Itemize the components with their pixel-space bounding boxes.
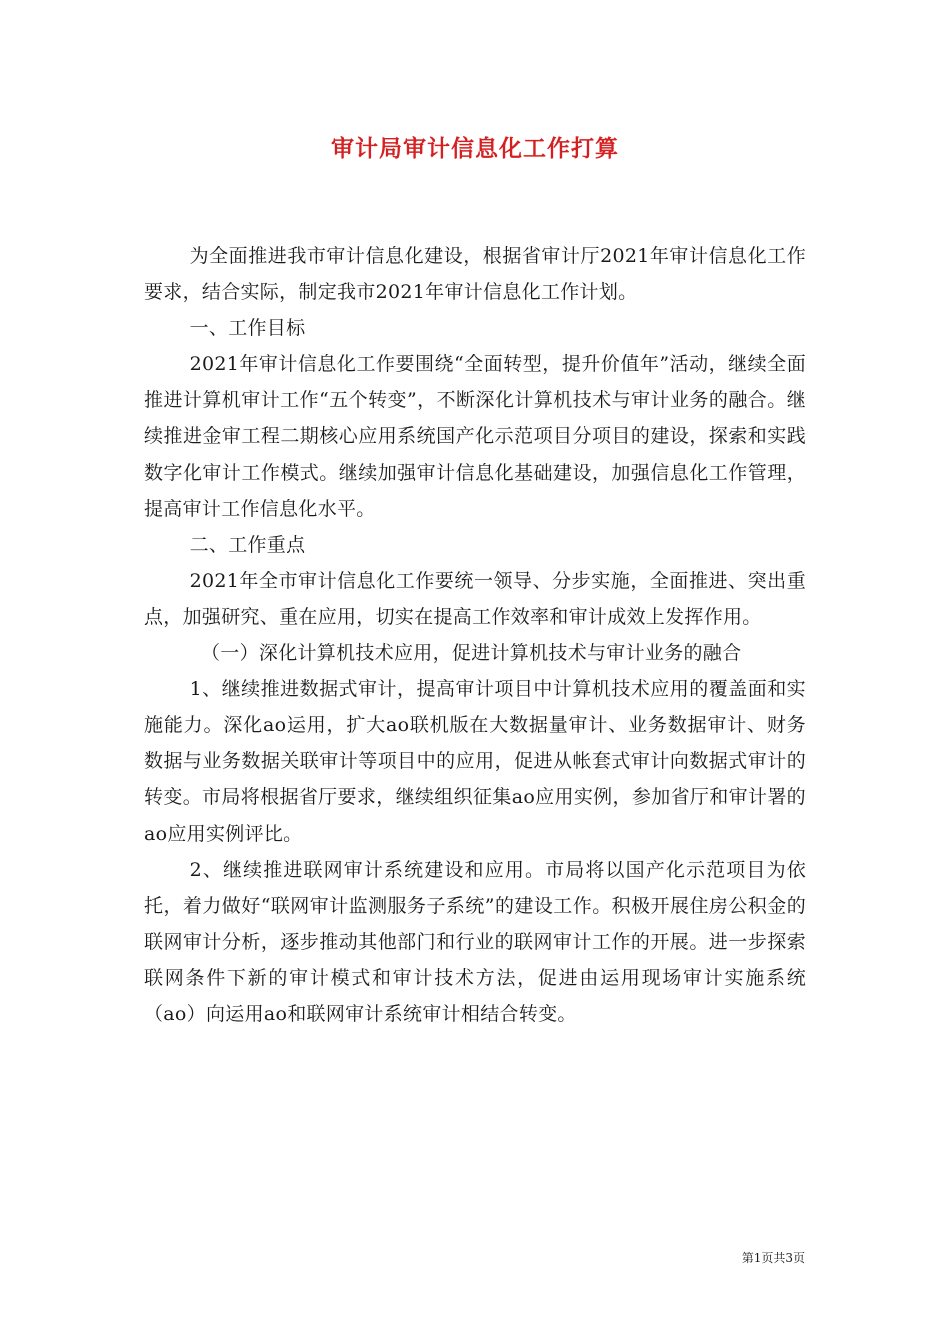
subsection-heading-1: （一）深化计算机技术应用，促进计算机技术与审计业务的融合 <box>201 642 742 665</box>
intro-paragraph: 为全面推进我市审计信息化建设，根据省审计厅2021年审计信息化工作要求，结合实际，制定我市2021年审计信息化工作计划。 <box>144 245 806 304</box>
document-body <box>144 238 806 1032</box>
page-number-footer: 第1页共3页 <box>741 1251 805 1265</box>
item-paragraph-2: 2、继续推进联网审计系统建设和应用。市局将以国产化示范项目为依托，着力做好“联网审计监测服务子系统”的建设工作。积极开展住房公积金的联网审计分析，逐步推动其他部门和行业的联网审计工作的开展。进一步探索联网条件下新的审计模式和审计技术方法，促进由运用现场审计实施系统（ao）向运用ao和联网审计系统审计相结合转变。 <box>144 858 806 1025</box>
section-heading-focus: 二、工作重点 <box>189 533 306 556</box>
goals-paragraph: 2021年审计信息化工作要围绕“全面转型，提升价值年”活动，继续全面推进计算机审计工作“五个转变”，不断深化计算机技术与审计业务的融合。继续推进金审工程二期核心应用系统国产化示范项目分项目的建设，探索和实践数字化审计工作模式。继续加强审计信息化基础建设，加强信息化工作管理，提高审计工作信息化水平。 <box>144 353 806 520</box>
focus-paragraph: 2021年全市审计信息化工作要统一领导、分步实施，全面推进、突出重点，加强研究、重在应用，切实在提高工作效率和审计成效上发挥作用。 <box>144 569 806 628</box>
section-heading-goals: 一、工作目标 <box>189 317 306 340</box>
item-paragraph-1: 1、继续推进数据式审计，提高审计项目中计算机技术应用的覆盖面和实施能力。深化ao运用，扩大ao联机版在大数据量审计、业务数据审计、财务数据与业务数据关联审计等项目中的应用，促进从帐套式审计向数据式审计的转变。市局将根据省厅要求，继续组织征集ao应用实例，参加省厅和审计署的ao应用实例评比。 <box>144 678 806 845</box>
page-title: 审计局审计信息化工作打算 <box>331 135 619 162</box>
